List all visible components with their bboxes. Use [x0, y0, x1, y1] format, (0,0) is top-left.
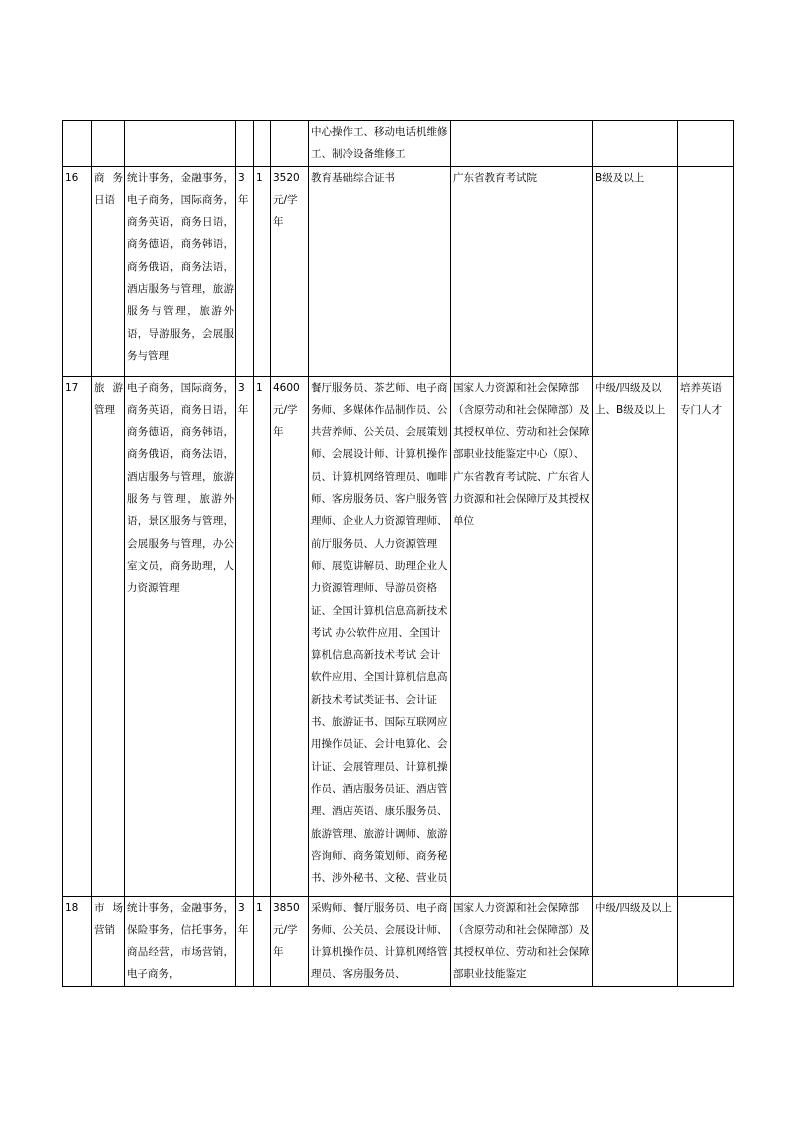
cell-issuer	[451, 121, 593, 167]
cell-count: 1	[254, 376, 271, 896]
cell-fee	[271, 121, 309, 167]
cell-related: 统计事务，金融事务，保险事务，信托事务，商品经营，市场营销，电子商务，	[125, 896, 236, 986]
cell-level: 中级/四级及以上、B级及以上	[593, 376, 678, 896]
cell-fee: 3520元/学年	[271, 166, 309, 376]
cell-major: 旅游管理	[92, 376, 125, 896]
cell-no	[63, 121, 92, 167]
cell-certs: 中心操作工、移动电话机维修工、制冷设备维修工	[309, 121, 451, 167]
cell-remark	[678, 121, 734, 167]
table-row	[63, 376, 734, 896]
cell-remark	[678, 166, 734, 376]
cell-no: 16	[63, 166, 92, 376]
cell-count	[254, 121, 271, 167]
cell-years: 3年	[236, 376, 254, 896]
cell-issuer: 广东省教育考试院	[451, 166, 593, 376]
program-table	[62, 120, 734, 987]
cell-remark	[678, 896, 734, 986]
cell-no: 17	[63, 376, 92, 896]
cell-issuer: 国家人力资源和社会保障部（含原劳动和社会保障部）及其授权单位、劳动和社会保障部职业技能鉴定	[451, 896, 593, 986]
cell-level: B级及以上	[593, 166, 678, 376]
cell-level: 中级/四级及以上	[593, 896, 678, 986]
cell-years	[236, 121, 254, 167]
cell-certs: 教育基础综合证书	[309, 166, 451, 376]
cell-count: 1	[254, 166, 271, 376]
cell-no: 18	[63, 896, 92, 986]
cell-count: 1	[254, 896, 271, 986]
cell-major: 商务日语	[92, 166, 125, 376]
cell-related: 统计事务，金融事务，电子商务，国际商务，商务英语，商务日语，商务德语，商务韩语，商务俄语，商务法语，酒店服务与管理，旅游服务与管理，旅游外语，导游服务，会展服务与管理	[125, 166, 236, 376]
cell-major: 市场营销	[92, 896, 125, 986]
cell-related	[125, 121, 236, 167]
cell-remark: 培养英语专门人才	[678, 376, 734, 896]
cell-years: 3年	[236, 896, 254, 986]
table-row	[63, 166, 734, 376]
cell-related: 电子商务，国际商务，商务英语，商务日语，商务德语，商务韩语，商务俄语，商务法语，酒店服务与管理，旅游服务与管理，旅游外语，景区服务与管理，会展服务与管理，办公室文员，商务助理，人力资源管理	[125, 376, 236, 896]
cell-fee: 3850元/学年	[271, 896, 309, 986]
cell-certs: 餐厅服务员、茶艺师、电子商务师、多媒体作品制作员、公共营养师、公关员、会展策划师、会展设计师、计算机操作员、计算机网络管理员、咖啡师、客房服务员、客户服务管理师、企业人力资源管理师、前厅服务员、人力资源管理师、展览讲解员、助理企业人力资源管理师、导游员资格证、全国计算机信息高新技术考试 办公软件应用、全国计算机信息高新技术考试 会计软件应用、全国计算机信息高新技术考试类证书、会计证书、旅游证书、国际互联网应用操作员证、会计电算化、会计证、会展管理员、计算机操作员、酒店服务员证、酒店管理、酒店英语、康乐服务员、旅游管理、旅游计调师、旅游咨询师、商务策划师、商务秘书、涉外秘书、文秘、营业员	[309, 376, 451, 896]
cell-certs: 采购师、餐厅服务员、电子商务师、公关员、会展设计师、计算机操作员、计算机网络管理员、客房服务员、	[309, 896, 451, 986]
continued-row	[63, 121, 734, 167]
cell-major	[92, 121, 125, 167]
table-row	[63, 896, 734, 986]
cell-issuer: 国家人力资源和社会保障部（含原劳动和社会保障部）及其授权单位、劳动和社会保障部职业技能鉴定中心（原）、广东省教育考试院、广东省人力资源和社会保障厅及其授权单位	[451, 376, 593, 896]
cell-fee: 4600元/学年	[271, 376, 309, 896]
cell-level	[593, 121, 678, 167]
cell-years: 3年	[236, 166, 254, 376]
